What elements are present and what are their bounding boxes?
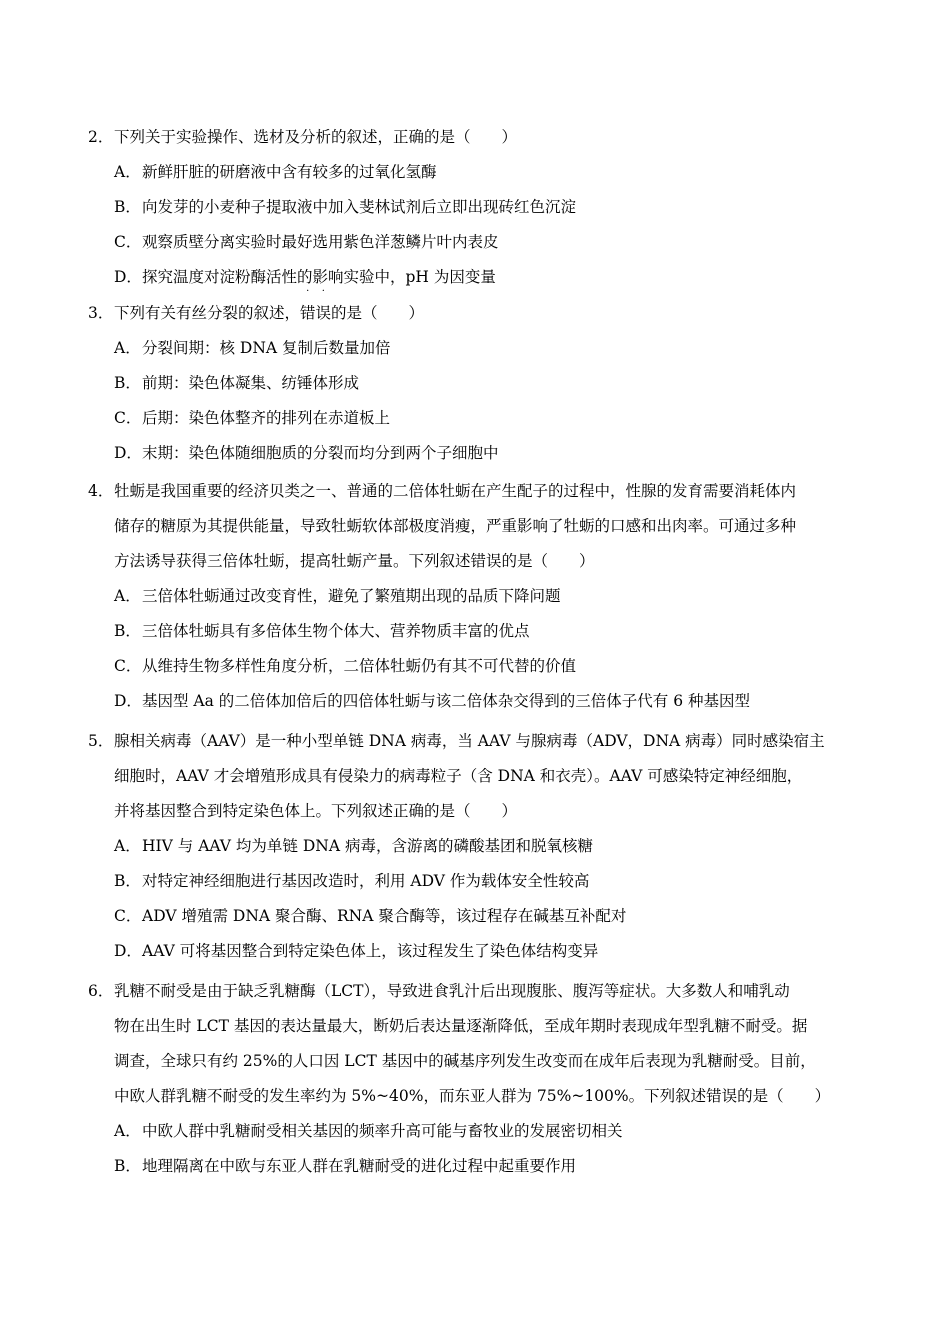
option-text: 观察质壁分离实验时最好选用紫色洋葱鳞片叶内表皮: [142, 233, 499, 251]
option-letter: A．: [114, 163, 141, 181]
option-d: [114, 260, 868, 295]
question-stem: [88, 120, 868, 155]
option-letter: D．: [114, 692, 142, 710]
option-d: [114, 934, 868, 969]
option-letter: C．: [114, 907, 142, 925]
option-c: [114, 649, 868, 684]
option-list: [114, 155, 868, 295]
option-letter: D．: [114, 268, 142, 286]
option-a: [114, 829, 868, 864]
option-text: 向发芽的小麦种子提取液中加入斐林试剂后立即出现砖红色沉淀: [142, 198, 577, 216]
option-b: [114, 1149, 868, 1184]
option-c: [114, 899, 868, 934]
stem-before: 下列有关有丝分裂的叙述，: [114, 304, 301, 322]
stem-line: 储存的糖原为其提供能量，导致牡蛎软体部极度消瘦，严重影响了牡蛎的口感和出肉率。可通过多种: [114, 517, 797, 535]
option-letter: B．: [114, 374, 141, 392]
option-text: 对特定神经细胞进行基因改造时，利用 ADV 作为载体安全性较高: [142, 872, 590, 890]
option-text: AAV 可将基因整合到特定染色体上，该过程发生了染色体结构变异: [142, 942, 599, 960]
option-letter: A．: [114, 837, 141, 855]
question-number: 5．: [88, 732, 114, 750]
option-list: [114, 1114, 868, 1184]
emphasis-char: [315, 286, 332, 331]
question-stem: [88, 724, 868, 829]
option-b: [114, 190, 868, 225]
option-letter: A．: [114, 587, 141, 605]
question-5: [88, 724, 868, 969]
option-letter: C．: [114, 657, 142, 675]
option-text: 中欧人群中乳糖耐受相关基因的频率升高可能与畜牧业的发展密切相关: [142, 1122, 623, 1140]
option-text: 末期：染色体随细胞质的分裂而均分到两个子细胞中: [142, 444, 499, 462]
option-text: 探究温度对淀粉酶活性的影响实验中，pH 为因变量: [142, 268, 496, 286]
question-stem: [88, 974, 868, 1114]
option-letter: D．: [114, 444, 142, 462]
stem-text: [114, 974, 868, 1114]
stem-line: 物在出生时 LCT 基因的表达量最大，断奶后表达量逐渐降低，至成年期时表现成年型乳糖不耐受。据: [114, 1017, 808, 1035]
stem-line: 并将基因整合到特定染色体上。下列叙述正确的是（ ）: [114, 802, 518, 820]
emphasis-dot: ·: [321, 286, 325, 297]
stem-line: 细胞时，AAV 才会增殖形成具有侵染力的病毒粒子（含 DNA 和衣壳）。AAV 可感染特定神经细胞，: [114, 767, 803, 785]
option-text: 新鲜肝脏的研磨液中含有较多的过氧化氢酶: [142, 163, 437, 181]
option-b: [114, 366, 868, 401]
stem-line: 牡蛎是我国重要的经济贝类之一、普通的二倍体牡蛎在产生配子的过程中，性腺的发育需要消耗体内: [114, 482, 797, 500]
question-number: 3．: [88, 304, 114, 322]
stem-line: 方法诱导获得三倍体牡蛎，提高牡蛎产量。下列叙述错误的是（ ）: [114, 552, 595, 570]
option-a: [114, 331, 868, 366]
stem-after: 的是（ ）: [331, 304, 425, 322]
option-c: [114, 225, 868, 260]
question-number: 4．: [88, 482, 114, 500]
question-2: [88, 120, 868, 295]
emphasis-text: 错: [300, 304, 316, 322]
question-6: [88, 974, 868, 1184]
option-c: [114, 401, 868, 436]
option-letter: A．: [114, 1122, 141, 1140]
option-text: 三倍体牡蛎具有多倍体生物个体大、营养物质丰富的优点: [142, 622, 530, 640]
stem-text: [114, 286, 868, 331]
option-letter: B．: [114, 872, 141, 890]
stem-line: 乳糖不耐受是由于缺乏乳糖酶（LCT），导致进食乳汁后出现腹胀、腹泻等症状。大多数人和哺乳动: [114, 982, 790, 1000]
question-stem: [88, 474, 868, 579]
option-text: HIV 与 AAV 均为单链 DNA 病毒，含游离的磷酸基团和脱氧核糖: [142, 837, 593, 855]
question-number: 6．: [88, 982, 114, 1000]
option-letter: C．: [114, 409, 142, 427]
option-text: 三倍体牡蛎通过改变育性，避免了繁殖期出现的品质下降问题: [142, 587, 561, 605]
option-text: 分裂间期：核 DNA 复制后数量加倍: [142, 339, 391, 357]
option-letter: B．: [114, 1157, 141, 1175]
stem-line: [114, 286, 868, 331]
option-text: ADV 增殖需 DNA 聚合酶、RNA 聚合酶等，该过程存在碱基互补配对: [142, 907, 627, 925]
option-d: [114, 436, 868, 471]
option-a: [114, 579, 868, 614]
option-d: [114, 684, 868, 719]
option-text: 后期：染色体整齐的排列在赤道板上: [142, 409, 391, 427]
option-letter: D．: [114, 942, 142, 960]
option-text: 前期：染色体凝集、纺锤体形成: [142, 374, 360, 392]
stem-line: 中欧人群乳糖不耐受的发生率约为 5%~40%，而东亚人群为 75%~100%。下列叙述错误的是（ ）: [114, 1087, 831, 1105]
option-text: 地理隔离在中欧与东亚人群在乳糖耐受的进化过程中起重要作用: [142, 1157, 577, 1175]
option-text: 从维持生物多样性角度分析，二倍体牡蛎仍有其不可代替的价值: [142, 657, 577, 675]
stem-line: 腺相关病毒（AAV）是一种小型单链 DNA 病毒，当 AAV 与腺病毒（ADV，DNA 病毒）同时感染宿主: [114, 732, 825, 750]
emphasis-dot: ·: [306, 286, 310, 297]
question-4: [88, 474, 868, 719]
option-list: [114, 579, 868, 719]
stem-text: [114, 474, 868, 579]
stem-text: [114, 120, 868, 155]
option-a: [114, 155, 868, 190]
option-text: 基因型 Aa 的二倍体加倍后的四倍体牡蛎与该二倍体杂交得到的三倍体子代有 6 种基因型: [142, 692, 751, 710]
emphasis-char: [300, 286, 316, 331]
question-3: [88, 286, 868, 471]
stem-text: [114, 724, 868, 829]
option-letter: C．: [114, 233, 142, 251]
stem-line: 下列关于实验操作、选材及分析的叙述，正确的是（ ）: [114, 128, 518, 146]
option-letter: B．: [114, 198, 141, 216]
option-letter: B．: [114, 622, 141, 640]
stem-line: 调查，全球只有约 25%的人口因 LCT 基因中的碱基序列发生改变而在成年后表现为乳糖耐受。目前，: [114, 1052, 816, 1070]
option-a: [114, 1114, 868, 1149]
emphasis-text: 误: [315, 304, 332, 322]
option-b: [114, 614, 868, 649]
option-letter: A．: [114, 339, 141, 357]
question-number: 2．: [88, 128, 114, 146]
option-list: [114, 829, 868, 969]
option-list: [114, 331, 868, 471]
option-b: [114, 864, 868, 899]
question-stem: [88, 286, 868, 331]
